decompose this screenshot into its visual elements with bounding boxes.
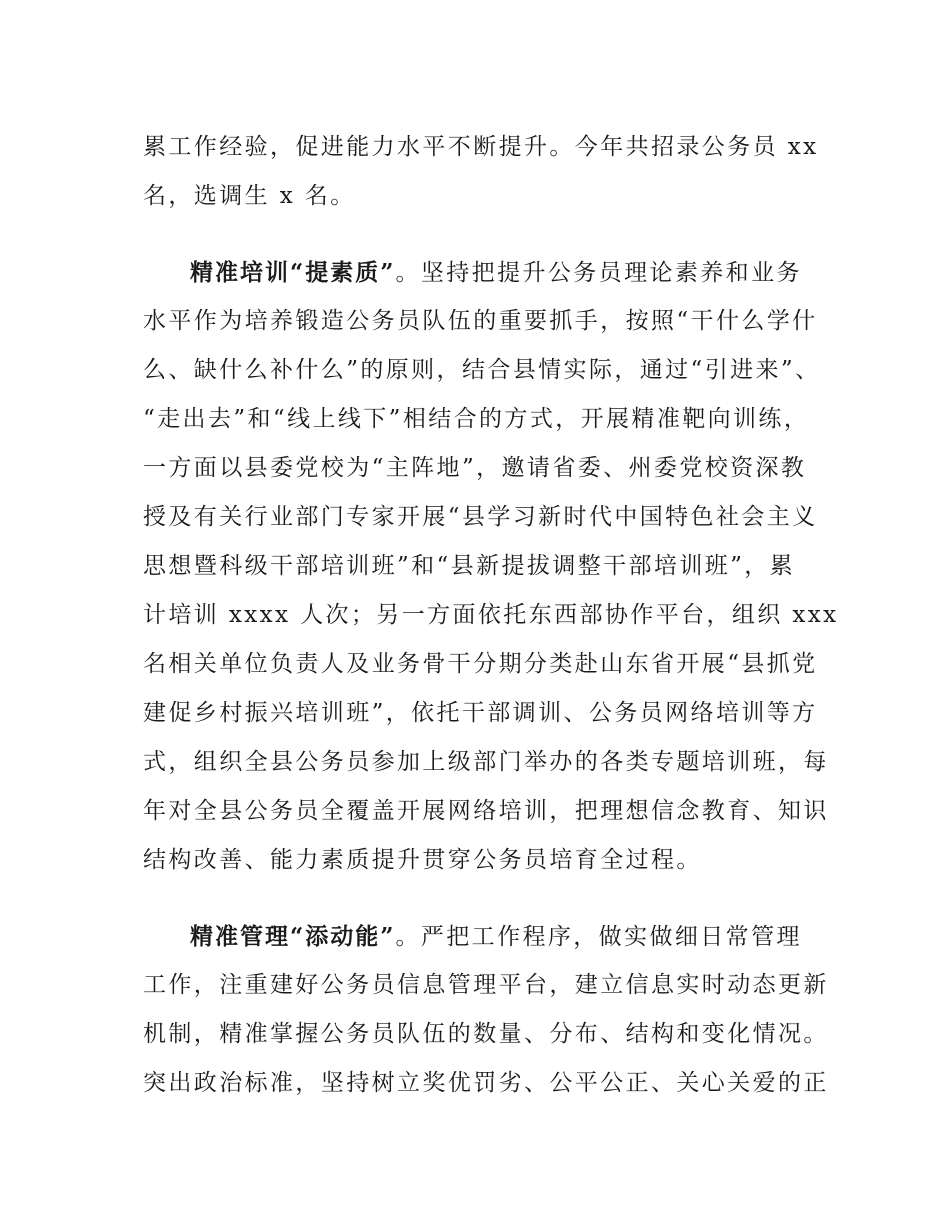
paragraph-2-line-10: 建促乡村振兴培训班”，依托干部调训、公务员网络培训等方 — [143, 700, 818, 726]
paragraph-1 — [143, 123, 833, 221]
paragraph-gap — [143, 221, 833, 248]
paragraph-2-line-5: 一方面以县委党校为“主阵地”，邀请省委、州委党校资深教 — [143, 455, 807, 481]
paragraph-3 — [143, 912, 833, 1108]
paragraph-3-heading: 精准管理“添动能” — [190, 923, 396, 950]
paragraph-2-line-4: “走出去”和“线上线下”相结合的方式，开展精准靶向训练， — [143, 406, 810, 432]
paragraph-1-line-1: 累工作经验，促进能力水平不断提升。今年共招录公务员 xx — [143, 134, 819, 160]
paragraph-gap — [143, 885, 833, 912]
paragraph-3-line-1 — [143, 912, 833, 961]
paragraph-2-line-1 — [143, 248, 833, 297]
document-page — [143, 123, 839, 1108]
paragraph-2-line-2: 水平作为培养锻造公务员队伍的重要抓手，按照“干什么学什 — [143, 308, 818, 334]
paragraph-1-line-2: 名，选调生 x 名。 — [143, 183, 356, 209]
paragraph-2-heading: 精准培训“提素质” — [190, 259, 396, 286]
paragraph-2-line-9: 名相关单位负责人及业务骨干分期分类赴山东省开展“县抓党 — [143, 651, 818, 677]
paragraph-2 — [143, 248, 839, 885]
paragraph-3-line-3: 机制，精准掌握公务员队伍的数量、分布、结构和变化情况。 — [143, 1021, 829, 1047]
paragraph-3-line-4: 突出政治标准，坚持树立奖优罚劣、公平公正、关心关爱的正 — [143, 1070, 829, 1096]
paragraph-3-first-line-text: 。严把工作程序，做实做细日常管理 — [395, 924, 802, 950]
paragraph-2-line-6: 授及有关行业部门专家开展“县学习新时代中国特色社会主义 — [143, 504, 818, 530]
paragraph-2-line-7: 思想暨科级干部培训班”和“县新提拔调整干部培训班”，累 — [143, 553, 796, 579]
paragraph-2-first-line-text: 。坚持把提升公务员理论素养和业务 — [395, 260, 802, 286]
paragraph-2-line-3: 么、缺什么补什么”的原则，结合县情实际，通过“引进来”、 — [143, 357, 821, 383]
paragraph-2-line-8: 计培训 xxxx 人次；另一方面依托东西部协作平台，组织 xxx — [143, 602, 839, 628]
paragraph-2-line-11: 式，组织全县公务员参加上级部门举办的各类专题培训班，每 — [143, 749, 829, 775]
paragraph-3-line-2: 工作，注重建好公务员信息管理平台，建立信息实时动态更新 — [143, 972, 829, 998]
paragraph-2-line-12: 年对全县公务员全覆盖开展网络培训，把理想信念教育、知识 — [143, 798, 829, 824]
paragraph-2-line-13: 结构改善、能力素质提升贯穿公务员培育全过程。 — [143, 847, 702, 873]
